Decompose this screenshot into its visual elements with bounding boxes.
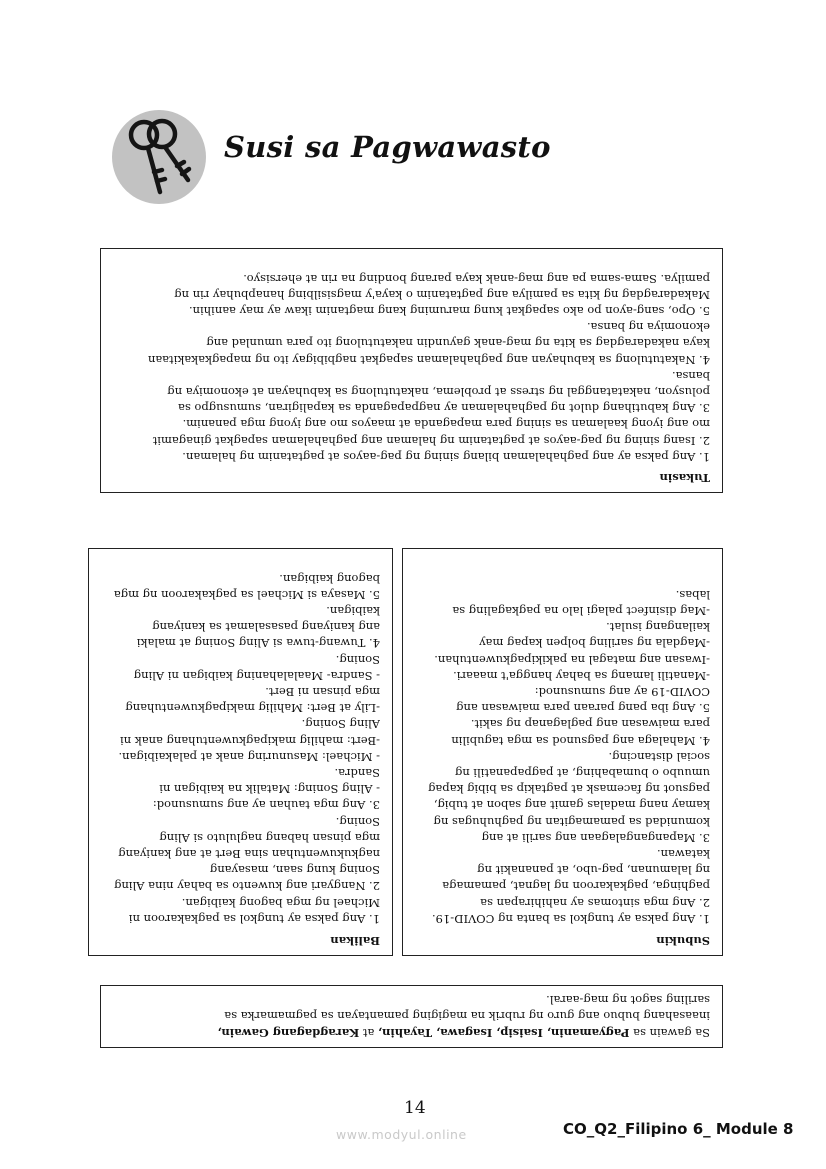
rubric-bold-terms: Pagyamanin, Isaisip, Isagawa, Tayahin, <box>377 1026 630 1040</box>
balikan-line: Aling Soning. <box>301 717 380 732</box>
rubric-lead: Sa gawain sa <box>629 1026 710 1040</box>
balikan-line: Sandra. <box>334 765 380 780</box>
balikan-heading: Balikan <box>330 934 380 948</box>
tukasin-line: mo ang iyong kaalaman sa sining para mapaganda at maayos mo ang iyong mga pananim. <box>182 417 710 432</box>
tukasin-line: pamilya. Sama-sama pa ang mag-anak kaya parang bonding na rin at ehersisyo. <box>243 271 710 286</box>
keys-icon <box>110 108 208 206</box>
balikan-line: 2. Nangyari ang kuwento sa bahay nina Aling <box>114 879 380 894</box>
balikan-answer-box <box>88 548 393 956</box>
tukasin-line: kaya nakadaragdag sa kita ng mag-anak gayundin nakatutulong ito para umunlad ang <box>206 336 710 351</box>
balikan-line: kaibigan. <box>326 603 380 618</box>
module-footer: CO_Q2_Filipino 6_ Module 8 <box>563 1120 794 1138</box>
balikan-line: mga pinsan ni Bert. <box>265 684 380 699</box>
balikan-line: - Aling Soning: Matalik na kaibigan ni <box>159 782 380 797</box>
tukasin-line: 1. Ang paksa ay ang paghahalaman bilang sining ng pag-aayos at pagtatanim ng halaman. <box>182 449 710 464</box>
subukin-line: 4. Mahalaga ang pagsunod sa mga tagubilin <box>451 733 710 748</box>
rubric-line-1 <box>113 1025 710 1042</box>
balikan-line: 4. Tuwang-tuwa si Aling Soning at malaki <box>136 636 380 651</box>
tukasin-content <box>101 249 722 492</box>
balikan-line: - Sandra- Maalalahaning kaibigan ni Aling <box>133 668 380 683</box>
rubric-note-content <box>101 986 722 1047</box>
balikan-content <box>89 549 392 955</box>
balikan-line: - Michael: Masunuring anak at palakaibigan. <box>118 749 380 764</box>
subukin-line: -Magdala ng sariling bolpen kapag may <box>479 636 710 651</box>
balikan-line: Soning kung saan, masayang <box>209 863 380 878</box>
balikan-line: Soning. <box>335 652 380 667</box>
subukin-line: kamay nang madalas gamit ang sabon at tubig, <box>433 798 710 813</box>
tukasin-line: 5. Opo, sang-ayon po ako sapagkat kung maruming kang magtanim ikaw ay may aanihin. <box>188 303 710 318</box>
subukin-heading: Subukin <box>656 934 710 948</box>
subukin-line: labas. <box>675 587 710 602</box>
tukasin-line: bansa. <box>671 368 710 383</box>
subukin-line: 1. Ang paksa ay tungkol sa banta ng COVID-19. <box>431 911 710 926</box>
subukin-content <box>403 549 722 955</box>
page-title: Susi sa Pagwawasto <box>224 130 551 164</box>
subukin-line: 2. Ang mga sintomas ay nahihirapan sa <box>480 895 710 910</box>
rubric-note-box <box>100 985 723 1048</box>
balikan-line: bagong kaibigan. <box>279 571 380 586</box>
subukin-line: 5. Ang iba pang paraan para maiwasan ang <box>456 701 710 716</box>
subukin-line: -Manatili lamang sa bahay hangga't maaari. <box>453 668 710 683</box>
subukin-line: umuubo o bumabahing, at pagpapanatili ng <box>454 765 710 780</box>
balikan-line: Soning. <box>335 814 380 829</box>
balikan-line: -Bert: mahilig makipagkuwentuhang anak ni <box>120 733 380 748</box>
subukin-line: para maiwasan ang paglaganap ng sakit. <box>470 717 710 732</box>
subukin-answer-box <box>402 548 723 956</box>
rubric-bold-end: Karagdagang Gawain, <box>217 1026 360 1040</box>
subukin-line: social distancing. <box>608 749 710 764</box>
watermark: www.modyul.online <box>336 1127 467 1142</box>
tukasin-line: polusyon, nakatatanggal ng stress at problema, nakatutulong sa kabuhayan at ekonomiya ng <box>167 384 710 399</box>
rubric-line-3: sariling sagot ng mag-aaral. <box>546 993 710 1007</box>
subukin-line: -Mag disinfect palagi lalo na pagkagaling sa <box>452 603 710 618</box>
tukasin-heading: Tukasin <box>659 471 710 485</box>
subukin-line: COVID-19 ay ang sumusunod: <box>534 684 710 699</box>
subukin-line: paghinga, pagkakaroon ng lagnat, pamamaga <box>442 879 710 894</box>
subukin-line: kailangang isulat. <box>606 620 710 635</box>
subukin-line: ng lalamunan, pag-ubo, at pananakit ng <box>477 863 710 878</box>
balikan-line: 3. Ang mga tauhan ay ang sumusunod: <box>152 798 380 813</box>
tukasin-line: 2. Isang sining ng pag-aayos at pagtatanim ng halaman ang paghahalaman sapagkat ginagamit <box>152 433 710 448</box>
balikan-line: mga pinsan habang nagluluto si Aling <box>159 830 380 845</box>
tukasin-line: 4. Nakatutulong sa kabuhayan ang paghahalaman sapagkat nagbibigay ito ng mapagkakakitaan <box>147 352 710 367</box>
tukasin-line: ekonomiya ng bansa. <box>586 320 710 335</box>
subukin-line: pagsuot ng facemask at pagtakip sa bibig kapag <box>428 782 710 797</box>
subukin-line: 3. Mapangangalagaan ang sarili at ang <box>481 830 710 845</box>
tukasin-line: Makadaragdag ng kita sa pamilya ang pagtatanim o kaya'y magsisilbing hanapbuhay rin ng <box>174 287 710 302</box>
tukasin-answer-box <box>100 248 723 493</box>
rubric-mid: at <box>359 1026 378 1040</box>
balikan-line: 1. Ang paksa ay tungkol sa pagkakaroon ni <box>128 911 380 926</box>
balikan-line: -Lily at Bert: Mahilig makipagkuwentuhang <box>125 701 380 716</box>
subukin-line: katawan. <box>656 846 710 861</box>
balikan-line: 5. Masaya si Michael sa pagkakaroon ng mga <box>113 587 380 602</box>
subukin-line: komunidad sa pamamagitan ng paghuhugas ng <box>433 814 710 829</box>
tukasin-line: 3. Ang kabutihang dulot ng paghahalaman ay nagpapaganda sa kapaligiran, sumusugpo sa <box>178 401 710 416</box>
balikan-line: Michael ng mga bagong kaibigan. <box>181 895 380 910</box>
balikan-line: ang kaniyang pasasalamat sa kaniyang <box>152 620 380 635</box>
rubric-line-2: inaasahang bubuo ang guro ng rubrik na magiging pamantayan sa pagmamarka sa <box>224 1009 710 1024</box>
page-number: 14 <box>404 1098 426 1118</box>
balikan-line: nagkukuwentuhan sina Bert at ang kaniyang <box>118 846 380 861</box>
subukin-line: -Iwasan ang matagal na pakikipagkuwentuhan. <box>434 652 710 667</box>
